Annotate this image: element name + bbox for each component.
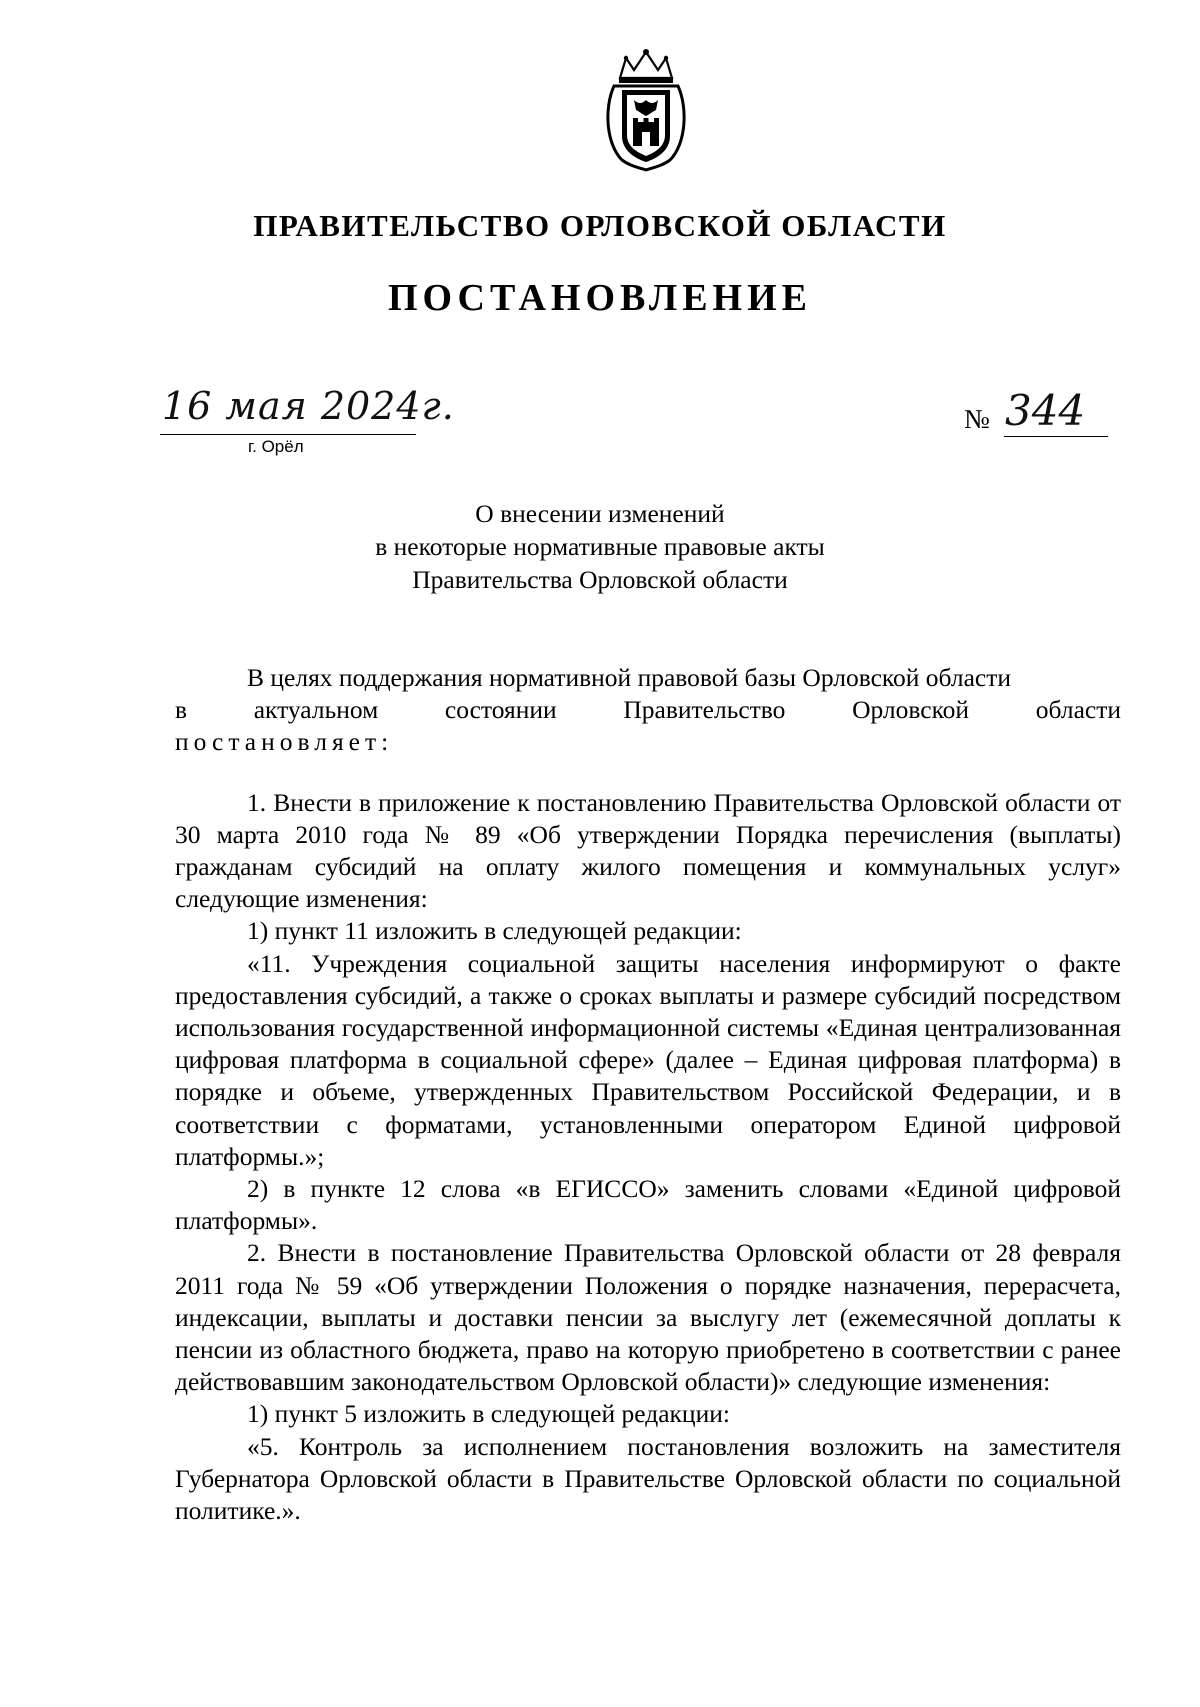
coat-of-arms-icon bbox=[600, 48, 692, 172]
city-label: г. Орёл bbox=[248, 437, 304, 456]
document-body bbox=[175, 662, 1121, 1527]
number-underline bbox=[1004, 436, 1108, 437]
subject-line: Правительства Орловской области bbox=[412, 565, 788, 594]
preamble-line: В целях поддержания нормативной правовой базы Орловской области bbox=[247, 663, 1012, 692]
organization-title: ПРАВИТЕЛЬСТВО ОРЛОВСКОЙ ОБЛАСТИ bbox=[253, 208, 947, 243]
subject-line: О внесении изменений bbox=[475, 499, 725, 528]
document-type-title: ПОСТАНОВЛЕНИЕ bbox=[387, 277, 813, 319]
number-sign: № bbox=[964, 404, 990, 434]
document-subject bbox=[0, 497, 1200, 596]
paragraph-item-1-1-text: «11. Учреждения социальной защиты населения информируют о факте предоставления субсидий, а также о сроках выплаты и размере субсидий посредством использования государственной информационной системы «Единая централизованная цифровая платформа в социальной сфере» (далее – Единая цифровая платформа) в порядке и объеме, утвержденных Правительством Российской Федерации, и в соответствии с форматами, установленными оператором Единой цифровой платформы.»; bbox=[175, 948, 1121, 1171]
paragraph-item-1-2: 2) в пункте 12 слова «в ЕГИССО» заменить словами «Единой цифровой платформы». bbox=[175, 1174, 1121, 1236]
paragraph-item-1: 1. Внести в приложение к постановлению Правительства Орловской области от 30 марта 2010 года № 89 «Об утверждении Порядка перечисления (выплаты) гражданам субсидий на оплату жилого помещения и коммунальных услуг» следующие изменения: bbox=[175, 787, 1121, 914]
paragraph-item-2-1-text: «5. Контроль за исполнением постановления возложить на заместителя Губернатора Орловской области в Правительстве Орловской области по социальной политике.». bbox=[175, 1431, 1121, 1526]
paragraph-item-2-1: 1) пункт 5 изложить в следующей редакции: bbox=[247, 1399, 730, 1429]
preamble-line: в актуальном состоянии Правительство Орловской области bbox=[175, 695, 1121, 725]
paragraph-item-2: 2. Внести в постановление Правительства Орловской области от 28 февраля 2011 года № 59 «Об утверждении Положения о порядке назначения, перерасчета, индексации, выплаты и доставки пенсии за выслугу лет (ежемесячной доплаты к пенсии из областного бюджета, право на которую приобретено в соответствии с ранее действовавшим законодательством Орловской области)» следующие изменения: bbox=[175, 1238, 1121, 1397]
date-underline bbox=[160, 434, 416, 435]
paragraph-item-1-1: 1) пункт 11 изложить в следующей редакции: bbox=[247, 916, 742, 946]
subject-line: в некоторые нормативные правовые акты bbox=[375, 532, 825, 561]
preamble-line: постановляет: bbox=[175, 727, 394, 757]
handwritten-number: 344 bbox=[1005, 386, 1086, 435]
handwritten-date: 16 мая 2024г. bbox=[162, 384, 455, 428]
